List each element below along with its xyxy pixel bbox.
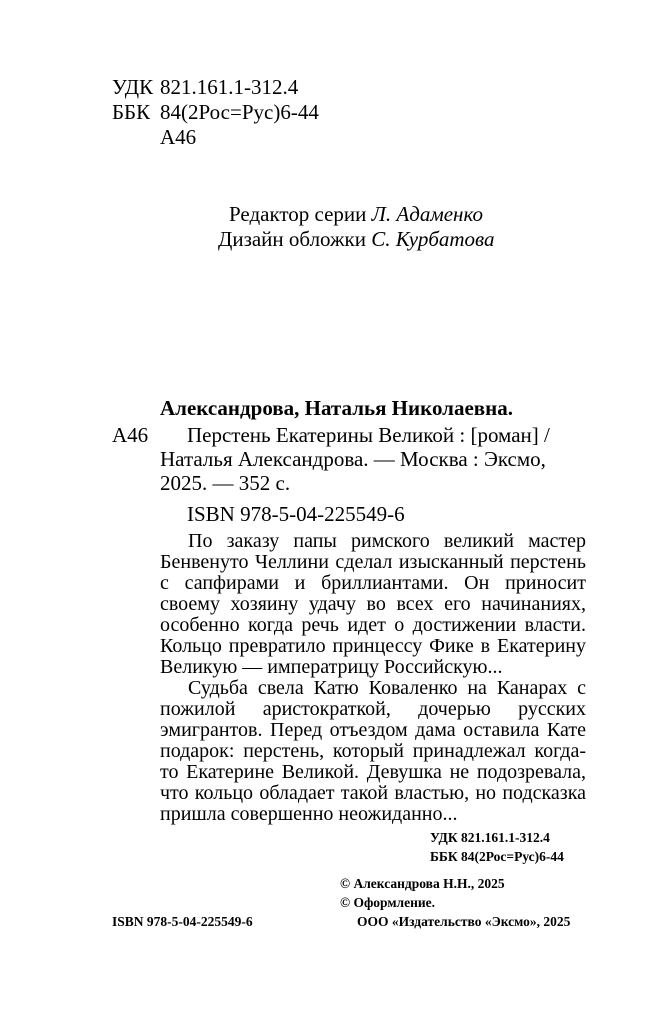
- copyright-publisher: ООО «Издательство «Эксмо», 2025: [357, 914, 571, 929]
- udk-label: УДК: [112, 75, 154, 99]
- bib-line-3: 2025. — 352 с.: [160, 471, 291, 495]
- cover-design-name: С. Курбатова: [371, 227, 495, 251]
- author-mark-top: А46: [160, 125, 197, 149]
- series-editor-name: Л. Адаменко: [371, 202, 483, 226]
- bib-line-2: Наталья Александрова. — Москва : Эксмо,: [160, 447, 546, 471]
- bbk-label: ББК: [112, 100, 151, 124]
- series-editor-label: Редактор серии: [229, 202, 367, 226]
- copyright-design: © Оформление.: [340, 895, 436, 910]
- footer-isbn: ISBN 978-5-04-225549-6: [112, 914, 253, 929]
- annotation-paragraph-1: По заказу папы римского великий мастер Бенвенуто Челлини сделал изысканный перстень с сапфирами и бриллиантами. Он приносит своему хозяину удачу во всех его начинаниях, особенно когда речь идет о достижении власти. Кольцо превратило принцессу Фике в Екатерину Великую — императрицу Российскую...: [160, 530, 586, 678]
- footer-bbk: ББК 84(2Рос=Рус)6-44: [430, 849, 564, 864]
- author-heading: Александрова, Наталья Николаевна.: [160, 396, 513, 420]
- bib-isbn: ISBN 978-5-04-225549-6: [187, 502, 405, 526]
- copyright-author: © Александрова Н.Н., 2025: [340, 876, 505, 891]
- author-mark: А46: [112, 423, 149, 447]
- annotation: [160, 531, 586, 825]
- cover-design-line: [218, 228, 495, 251]
- footer-udk: УДК 821.161.1-312.4: [430, 830, 550, 845]
- bbk-value: 84(2Рос=Рус)6-44: [160, 100, 319, 124]
- annotation-paragraph-2: Судьба свела Катю Коваленко на Канарах с пожилой аристократкой, дочерью русских эмигрантов. Перед отъездом дама оставила Кате подарок: перстень, который принадлежал когда-то Екатерине Великой. Девушка не подозревала, что кольцо обладает такой властью, но подсказка пришла совершенно неожиданно...: [160, 677, 586, 825]
- udk-value: 821.161.1-312.4: [160, 75, 299, 99]
- series-editor-line: [229, 203, 483, 226]
- bib-line-1: Перстень Екатерины Великой : [роман] /: [187, 423, 550, 447]
- cover-design-label: Дизайн обложки: [218, 227, 366, 251]
